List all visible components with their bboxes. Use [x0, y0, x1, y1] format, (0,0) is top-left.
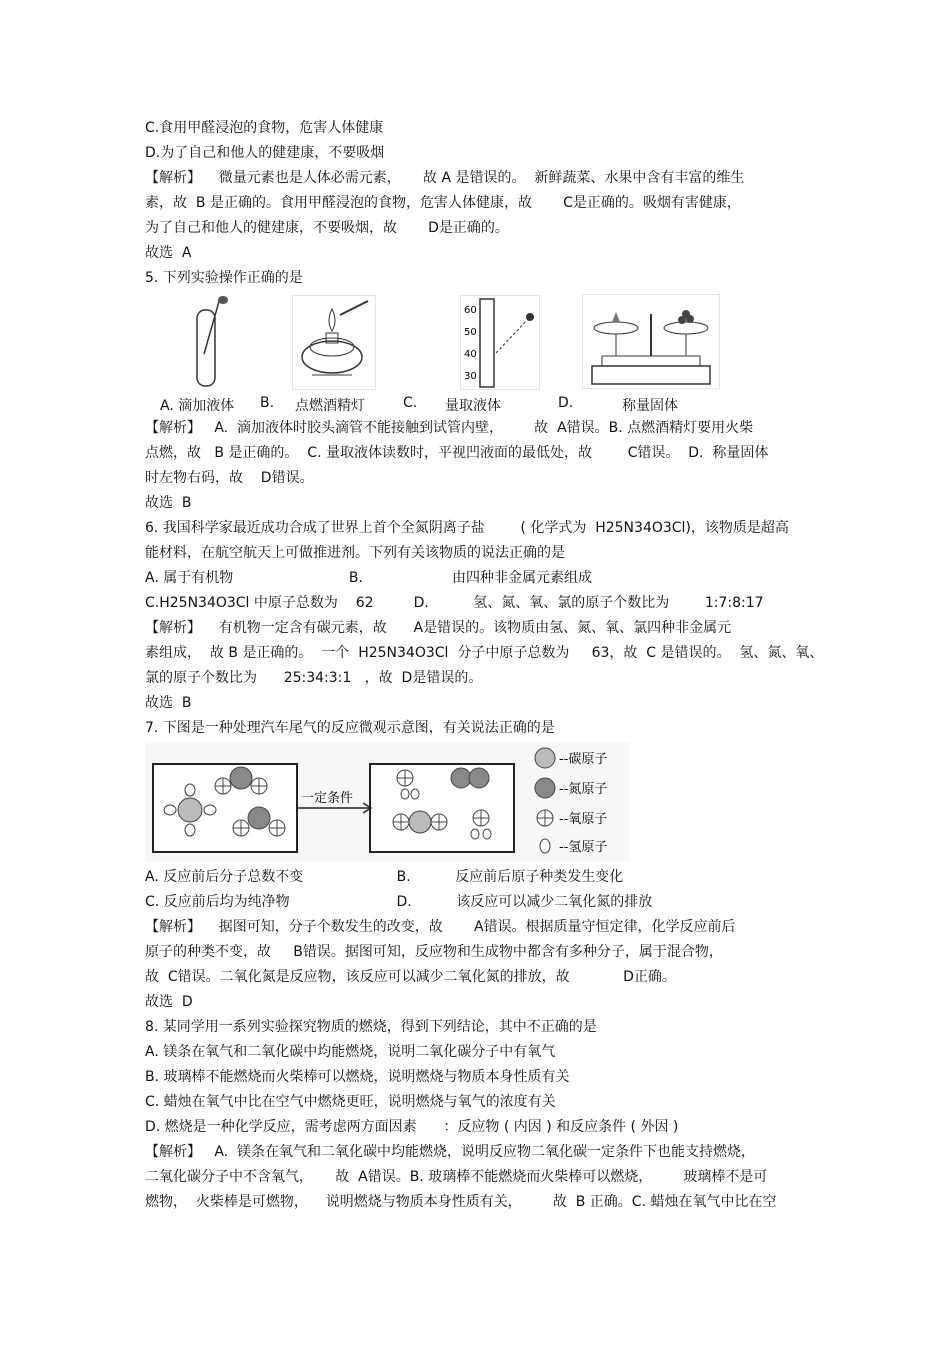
- line-5: 故选 A: [145, 245, 192, 261]
- line-13: A. 属于有机物 B. 由四种非金属元素组成: [145, 570, 592, 586]
- line-11: 6. 我国科学家最近成功合成了世界上首个全氮阴离子盐 ( 化学式为 H25N34O3Cl)，该物质是超高: [145, 520, 789, 536]
- line-14: C.H25N34O3Cl 中原子总数为 62 D. 氢、氮、氧、氯的原子个数比为 1:7:8:17: [145, 595, 764, 611]
- line-2: 【解析】 微量元素也是人体必需元素， 故 A 是错误的。 新鲜蔬菜、水果中含有丰富的维生: [145, 170, 745, 186]
- alcohol-lamp-figure: [292, 295, 376, 390]
- line-17: 氯的原子个数比为 25:34:3:1 ，故 D是错误的。: [145, 670, 483, 686]
- q5-option-b-letter: B.: [260, 395, 275, 411]
- line-27: A. 镁条在氧气和二氧化碳中均能燃烧，说明二氧化碳分子中有氧气: [145, 1044, 556, 1060]
- line-29: C. 蜡烛在氧气中比在空气中燃烧更旺，说明燃烧与氧气的浓度有关: [145, 1094, 556, 1110]
- line-6: 5. 下列实验操作正确的是: [145, 270, 303, 286]
- tick-40: 40: [464, 349, 477, 360]
- line-24: 故 C错误。二氧化氮是反应物，该反应可以减少二氧化氮的排放，故 D正确。: [145, 969, 676, 985]
- q5-option-b-text: 点燃酒精灯: [295, 398, 365, 414]
- line-10: 故选 B: [145, 495, 192, 511]
- line-22: 【解析】 据图可知，分子个数发生的改变，故 A错误。根据质量守恒定律，化学反应前后: [145, 919, 736, 935]
- line-18: 故选 B: [145, 695, 192, 711]
- line-21: C. 反应前后均为纯净物 D. 该反应可以减少二氧化氮的排放: [145, 894, 653, 910]
- tick-30: 30: [464, 371, 477, 382]
- dropper-tube-figure: [190, 294, 232, 390]
- balance-scale-figure: [582, 294, 720, 389]
- line-3: 素，故 B 是正确的。食用甲醛浸泡的食物，危害人体健康，故 C是正确的。吸烟有害健康，: [145, 195, 741, 211]
- measuring-cylinder-figure: [460, 295, 540, 390]
- line-1: D.为了自己和他人的健建康，不要吸烟: [145, 145, 385, 161]
- line-32: 二氧化碳分子中不含氧气， 故 A错误。B. 玻璃棒不能燃烧而火柴棒可以燃烧， 玻璃棒不是可: [145, 1169, 768, 1185]
- line-26: 8. 某同学用一系列实验探究物质的燃烧，得到下列结论，其中不正确的是: [145, 1019, 597, 1035]
- legend-carbon: --碳原子: [559, 752, 608, 767]
- line-20: A. 反应前后分子总数不变 B. 反应前后原子种类发生变化: [145, 869, 624, 885]
- line-28: B. 玻璃棒不能燃烧而火柴棒可以燃烧，说明燃烧与物质本身性质有关: [145, 1069, 570, 1085]
- legend-hydrogen: --氢原子: [559, 840, 608, 855]
- line-31: 【解析】 A. 镁条在氧气和二氧化碳中均能燃烧，说明反应物二氧化碳一定条件下也能支持燃烧，: [145, 1144, 756, 1160]
- tick-50: 50: [464, 327, 477, 338]
- q5-option-a: A. 滴加液体: [160, 398, 235, 414]
- line-12: 能材料，在航空航天上可做推进剂。下列有关该物质的说法正确的是: [145, 545, 565, 561]
- line-30: D. 燃烧是一种化学反应，需考虑两方面因素 ：反应物 ( 内因 ) 和反应条件 ( 外因 ): [145, 1119, 679, 1135]
- legend-nitrogen: --氮原子: [559, 782, 608, 797]
- q5-option-c-letter: C.: [403, 395, 418, 411]
- q5-option-c-text: 量取液体: [445, 398, 501, 414]
- legend-oxygen: --氧原子: [559, 812, 608, 827]
- condition-label: 一定条件: [301, 791, 354, 806]
- tick-60: 60: [464, 305, 477, 316]
- line-9: 时左物右码，故 D错误。: [145, 470, 314, 486]
- line-4: 为了自己和他人的健建康，不要吸烟，故 D是正确的。: [145, 220, 509, 236]
- q5-option-d-letter: D.: [558, 395, 574, 411]
- line-15: 【解析】 有机物一定含有碳元素，故 A是错误的。该物质由氢、氮、氧、氯四种非金属元: [145, 620, 732, 636]
- line-19: 7. 下图是一种处理汽车尾气的反应微观示意图，有关说法正确的是: [145, 720, 555, 736]
- q5-option-d-text: 称量固体: [622, 398, 678, 414]
- line-0: C.食用甲醛浸泡的食物，危害人体健康: [145, 120, 384, 136]
- line-8: 点燃，故 B 是正确的。 C. 量取液体读数时，平视凹液面的最低处，故 C错误。 D. 称量固体: [145, 445, 769, 461]
- line-23: 原子的种类不变，故 B错误。据图可知，反应物和生成物中都含有多种分子，属于混合物，: [145, 944, 723, 960]
- line-25: 故选 D: [145, 994, 193, 1010]
- line-16: 素组成， 故 B 是正确的。 一个 H25N34O3Cl 分子中原子总数为 63，故 C 是错误的。 氢、氮、氧、: [145, 645, 824, 661]
- line-33: 燃物， 火柴棒是可燃物， 说明燃烧与物质本身性质有关， 故 B 正确。C. 蜡烛在氧气中比在空: [145, 1194, 777, 1210]
- reaction-diagram: [145, 742, 630, 862]
- line-7: 【解析】 A. 滴加液体时胶头滴管不能接触到试管内壁， 故 A错误。B. 点燃酒精灯要用火柴: [145, 420, 754, 436]
